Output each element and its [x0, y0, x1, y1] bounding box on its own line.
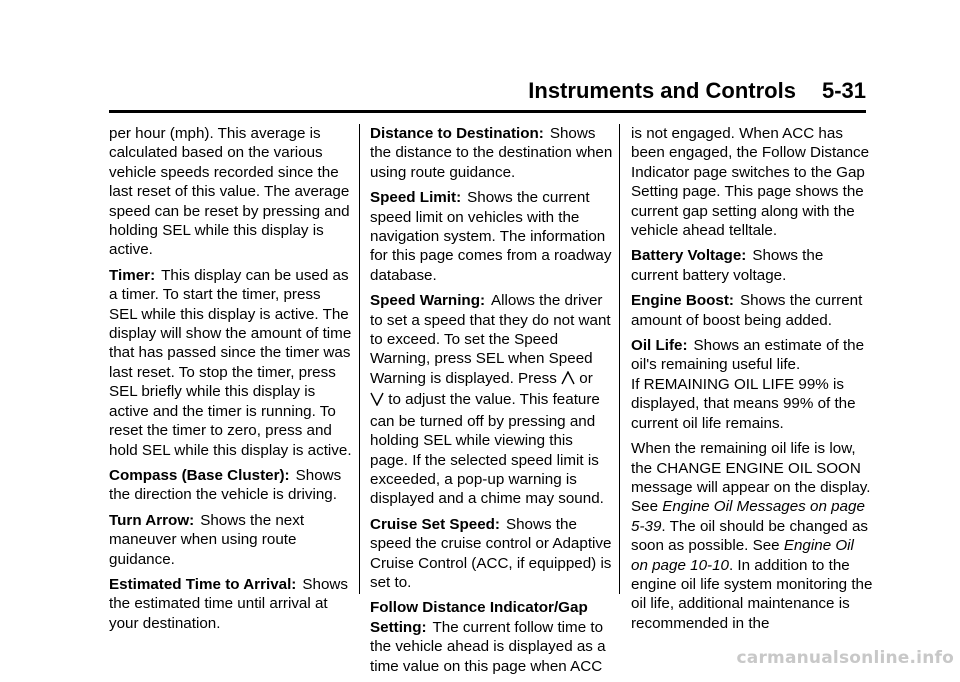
- speed-limit-heading: Speed Limit:: [370, 189, 462, 207]
- header-rule: [109, 110, 866, 113]
- turn-arrow-paragraph: [109, 511, 352, 569]
- arrow-down-icon: [370, 392, 384, 411]
- follow-distance-continued: is not engaged. When ACC has been engaged, the Follow Distance Indicator page switches to the Gap Setting page. This page shows the current gap setting along with the vehicle ahead telltale.: [631, 125, 870, 240]
- boost-text: Shows the current amount of boost being added.: [631, 292, 863, 329]
- oil-life-text-2: If REMAINING OIL LIFE 99% is displayed, that means 99% of the current oil life remains.: [631, 375, 856, 432]
- oil-life-heading: Oil Life:: [631, 337, 688, 355]
- cruise-set-speed-paragraph: [370, 515, 613, 593]
- column-divider: [619, 124, 620, 594]
- speed-warning-heading: Speed Warning:: [370, 292, 486, 310]
- oil-low-text-b: . The oil should be changed as soon as possible. See: [631, 517, 868, 555]
- speed-limit-text: Shows the current speed limit on vehicles with the navigation system. The information for this page comes from a roadway database.: [370, 189, 612, 284]
- oil-life-paragraph: [631, 336, 874, 433]
- eta-paragraph: [109, 575, 352, 633]
- follow-distance-text: The current follow time to the vehicle ahead is displayed as a time value on this page when ACC: [370, 618, 606, 675]
- section-title: Instruments and Controls: [528, 78, 796, 103]
- follow-distance-heading: Follow Distance Indicator/Gap Setting:: [370, 599, 588, 636]
- battery-paragraph: [631, 246, 874, 285]
- arrow-up-icon: [561, 371, 575, 390]
- distance-text: Shows the distance to the destination when using route guidance.: [370, 125, 613, 181]
- cruise-set-speed-text: Shows the speed the cruise control or Adaptive Cruise Control (ACC, if equipped) is set to.: [370, 515, 612, 591]
- column-1: [109, 124, 352, 639]
- battery-heading: Battery Voltage:: [631, 247, 747, 265]
- compass-paragraph: [109, 466, 352, 505]
- follow-distance-paragraph: [370, 598, 613, 676]
- timer-text: This display can be used as a timer. To start the timer, press SEL while this display is active. The display will show the amount of time that has passed since the timer was last reset. To stop the timer, press SEL briefly while this display is active and the timer is running. To reset the timer to zero, press and hold SEL while this display is active.: [109, 266, 352, 459]
- turn-arrow-text: Shows the next maneuver when using route guidance.: [109, 511, 305, 568]
- page-header: [0, 78, 866, 104]
- battery-text: Shows the current battery voltage.: [631, 247, 824, 284]
- distance-paragraph: [370, 124, 613, 182]
- compass-heading: Compass (Base Cluster):: [109, 466, 290, 484]
- speed-warning-text-b: to adjust the value. This feature can be turned off by pressing and holding SEL while viewing this page. If the selected speed limit is exceeded, a pop-up warning is displayed and a chime may sound.: [370, 391, 604, 508]
- engine-oil-messages-link[interactable]: Engine Oil Messages on page 5-39: [631, 498, 865, 535]
- turn-arrow-heading: Turn Arrow:: [109, 511, 195, 529]
- oil-low-text-a: When the remaining oil life is low, the CHANGE ENGINE OIL SOON message will appear on the display. See: [631, 440, 871, 516]
- oil-low-paragraph: [631, 439, 874, 633]
- speed-warning-or: or: [579, 369, 593, 387]
- oil-low-text-c: . In addition to the engine oil life system monitoring the oil life, additional maintenance is recommended in the: [631, 556, 873, 632]
- column-divider: [359, 124, 360, 594]
- compass-text: Shows the direction the vehicle is driving.: [109, 466, 342, 504]
- eta-text: Shows the estimated time until arrival at your destination.: [109, 575, 348, 632]
- oil-life-text: Shows an estimate of the oil's remaining useful life.: [631, 337, 865, 374]
- page-number: 5-31: [821, 78, 866, 103]
- cruise-set-speed-heading: Cruise Set Speed:: [370, 515, 500, 533]
- speed-warning-text-a: Allows the driver to set a speed that they do not want to exceed. To set the Speed Warning, press SEL when Speed Warning is displayed. Press: [370, 292, 611, 387]
- distance-heading: Distance to Destination:: [370, 125, 544, 142]
- timer-heading: Timer:: [109, 266, 156, 284]
- column-2: [370, 124, 613, 682]
- timer-paragraph: [109, 266, 352, 460]
- speed-limit-paragraph: [370, 188, 613, 285]
- boost-heading: Engine Boost:: [631, 292, 734, 310]
- speed-warning-paragraph: [370, 291, 613, 508]
- column-3: [631, 124, 874, 639]
- boost-paragraph: [631, 291, 874, 330]
- average-speed-continued: per hour (mph). This average is calculated based on the various vehicle speeds recorded since the last reset of this value. The average speed can be reset by pressing and holding SEL while this display is active.: [109, 125, 350, 259]
- watermark: carmanualsonline.info: [736, 648, 954, 668]
- eta-heading: Estimated Time to Arrival:: [109, 575, 297, 593]
- engine-oil-link[interactable]: Engine Oil on page 10-10: [631, 537, 854, 574]
